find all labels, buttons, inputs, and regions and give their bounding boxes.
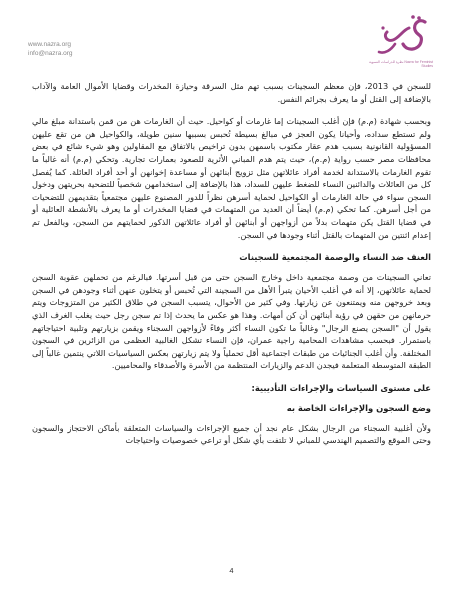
page-number: 4 [229,566,234,575]
paragraph: للسجن في 2013، فإن معظم السجينات بسبب تهم مثل السرقة وحيازة المخدرات وقضايا الأموال العامة والآداب بالإضافة إلى القتل أو ما يعرف بجرائم النفس. [32,81,431,104]
paragraph: تعاني السجينات من وصمة مجتمعية داخل وخارج السجن حتى من قبل أسرتها. فبالرغم من تحملهن عقوبة السجن لحماية عائلاتهن، إلا أنه في أغلب الأحيان يتبرأ الأهل من السجينة التي تُحبس أو يتخلون عنهن أثناء وجودهن في السجن وبعد خروجهن منه ويمتنعون عن زيارتها. وفي كثير من الأحوال، يتسبب السجن في طلاق الكثير من المتزوجات ويتم حرمانهن من حقهن في رؤية أبنائهن أن كن أمهات. وهذا هو عكس ما يحدث إذا تم سجن رجل حيث يغلب الغرف الذي يقول أن "السجن يصنع الرجال" وغالباً ما تكون النساء أكثر وفاءً لأزواجهن السجناء ويقمن بزيارتهم وتلبية احتياجاتهم باستمرار. فبحسب مشاهدات المحامية راجية عمران، فإن النساء تشكل الغالبية العظمى من الزائرين في السجون المختلفة. وأن أغلب الجنائيات من طبقات اجتماعية أقل تحملياً ولا يتم زيارتهن بعكس السياسيات اللاتي ينتمين غالباً إلى الطبقة المتوسطة المتعلمة فيجدن الدعم والزيارات المنتظمة من الأسرة والأصدقاء والمحاميين. [32,272,431,371]
section-subheading: وضع السجون والإجراءات الخاصة به [286,402,431,413]
document-body [32,80,431,457]
section-heading: على مستوى السياسات والإجراءات التأديبية: [251,382,431,393]
contact-info [28,40,73,58]
website-link[interactable]: www.nazra.org [28,41,71,48]
logo-caption: نظرة للدراسات النسوية Nazra for Feminist Studies [368,60,433,68]
nazra-logo-icon [363,14,433,66]
paragraph: وبحسب شهادة (م.م) فإن أغلب السجينات إما غارمات أو كواحيل. حيث أن الغارمات هن من قمن باستدانة مبلغ مالي ولم تستطع سداده، وأحيانا يكون العجز في مبالغ بسيطة تُحبس بسببها سنين طويلة، والكواحيل هن من تقع عليهن المسؤولية القانونية بسبب هدم عقار مكتوب باسمهن بدون تراخيص بالاتفاق مع المقاولين وهو شيء شائع في بعض محافظات مصر حسب رواية (م.م)، حيث يتم هدم المباني الأثرية للصعود بعمارات تجارية. وتحكي (م.م) أنه غالباً ما تقوم الغارمات بالاستدانة لخدمة أفراد عائلاتهن مثل تزويج أبنائهن أو مساعدة إخوانهن أو أحد أفراد العائلة. كما يُفصل كل من العائلات والدائنين النساء للضغط عليهن للسداد، هذا بالإضافة إلى استخدامهن شخصياً للتضحية بحريتهن ودخول السجن سواء في حالة الغارمات أو الكواحيل لحماية أسرهن نظراً للدور المصنوع عليهن مجتمعياً بتقديمهن للتضحيات من أجل أسرهن. كما تحكي (م.م) أيضاً أن العديد من المتهمات في قضايا المخدرات أو ما يعرف بالأنشطة العائلية أو في قضايا القتل يكن متهمات بدلاً من أزواجهن أو أبنائهن أو أفراد عائلاتهن الذكور لحمايتهم من السجن، وبالفعل تم إعدام اثنتين من المتهمات بالقتل أثناء وجودها في السجن. [32,116,431,240]
section-heading: العنف ضد النساء والوصمة المجتمعية للسجينات [239,252,431,263]
paragraph: ولأن أغلبية السجناء من الرجال بشكل عام نجد أن جميع الإجراءات والسياسات المتعلقة بأماكن الاحتجاز والسجون وحتى الموقع والتصميم الهندسي للمباني لا تلتفت بأي شكل أو تراعي خصوصيات واحتياجات [32,422,431,446]
email-link[interactable]: info@nazra.org [28,50,73,57]
